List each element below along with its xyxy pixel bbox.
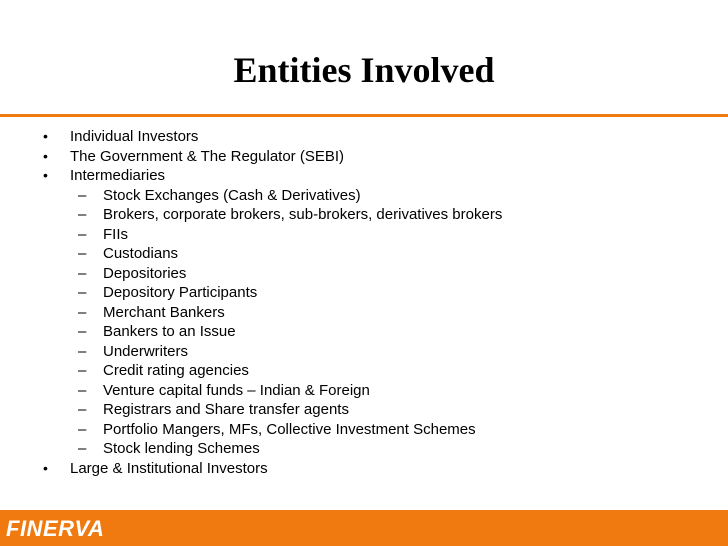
- bullet-text: Venture capital funds – Indian & Foreign: [103, 381, 370, 399]
- bullet-dash-icon: –: [78, 264, 87, 282]
- bullet-text: Bankers to an Issue: [103, 323, 236, 340]
- bullet-item: [0, 459, 728, 479]
- sub-bullet-item: [0, 283, 728, 303]
- brand-logo-text: FINERVA: [6, 516, 105, 541]
- bullet-dot-icon: •: [43, 128, 48, 144]
- bullet-dash-icon: –: [78, 186, 87, 204]
- bullet-dash-icon: –: [78, 245, 87, 262]
- bullet-text: Registrars and Share transfer agents: [103, 401, 349, 418]
- sub-bullet-item: [0, 186, 728, 206]
- bullet-dot-icon: •: [43, 167, 48, 183]
- footer-bar: [0, 510, 728, 546]
- bullet-text: Depository Participants: [103, 284, 258, 301]
- bullet-dash-icon: –: [78, 206, 87, 223]
- bullet-item: [0, 147, 728, 167]
- sub-bullet-item: [0, 244, 728, 264]
- slide-title: Entities Involved: [233, 50, 495, 90]
- sub-bullet-item: [0, 322, 728, 342]
- bullet-dash-icon: –: [78, 303, 87, 321]
- bullet-text: Merchant Bankers: [103, 303, 225, 321]
- sub-bullet-item: [0, 303, 728, 323]
- bullet-text: Credit rating agencies: [103, 362, 249, 379]
- bullet-dash-icon: –: [78, 323, 87, 340]
- bullet-text: The Government & The Regulator (SEBI): [70, 147, 345, 165]
- bullet-text: Stock lending Schemes: [103, 440, 260, 457]
- bullet-dash-icon: –: [78, 381, 87, 399]
- bullet-dash-icon: –: [78, 342, 87, 360]
- bullet-dash-icon: –: [78, 284, 87, 301]
- bullet-text: Intermediaries: [70, 167, 166, 184]
- bullet-item: [0, 166, 728, 186]
- sub-bullet-item: [0, 205, 728, 225]
- bullet-dash-icon: –: [78, 401, 87, 418]
- sub-bullet-item: [0, 342, 728, 362]
- bullet-list: [0, 127, 728, 478]
- bullet-dash-icon: –: [78, 440, 87, 457]
- sub-bullet-item: [0, 264, 728, 284]
- bullet-text: Underwriters: [103, 342, 189, 360]
- title-divider: [0, 114, 728, 117]
- bullet-text: Depositories: [103, 264, 187, 282]
- sub-bullet-item: [0, 420, 728, 440]
- bullet-text: Custodians: [103, 245, 179, 262]
- sub-bullet-item: [0, 361, 728, 381]
- bullet-text: Stock Exchanges (Cash & Derivatives): [103, 186, 361, 204]
- bullet-text: FIIs: [103, 225, 128, 243]
- sub-bullet-item: [0, 381, 728, 401]
- bullet-dot-icon: •: [43, 147, 48, 164]
- bullet-dot-icon: •: [43, 459, 48, 476]
- bullet-dash-icon: –: [78, 420, 87, 438]
- bullet-text: Individual Investors: [70, 128, 199, 145]
- bullet-text: Portfolio Mangers, MFs, Collective Investment Schemes: [103, 420, 476, 438]
- sub-bullet-item: [0, 225, 728, 245]
- bullet-dash-icon: –: [78, 225, 87, 243]
- sub-bullet-item: [0, 439, 728, 459]
- bullet-item: [0, 127, 728, 147]
- sub-bullet-item: [0, 400, 728, 420]
- bullet-text: Large & Institutional Investors: [70, 459, 268, 477]
- bullet-text: Brokers, corporate brokers, sub-brokers, derivatives brokers: [103, 206, 503, 223]
- bullet-dash-icon: –: [78, 362, 87, 379]
